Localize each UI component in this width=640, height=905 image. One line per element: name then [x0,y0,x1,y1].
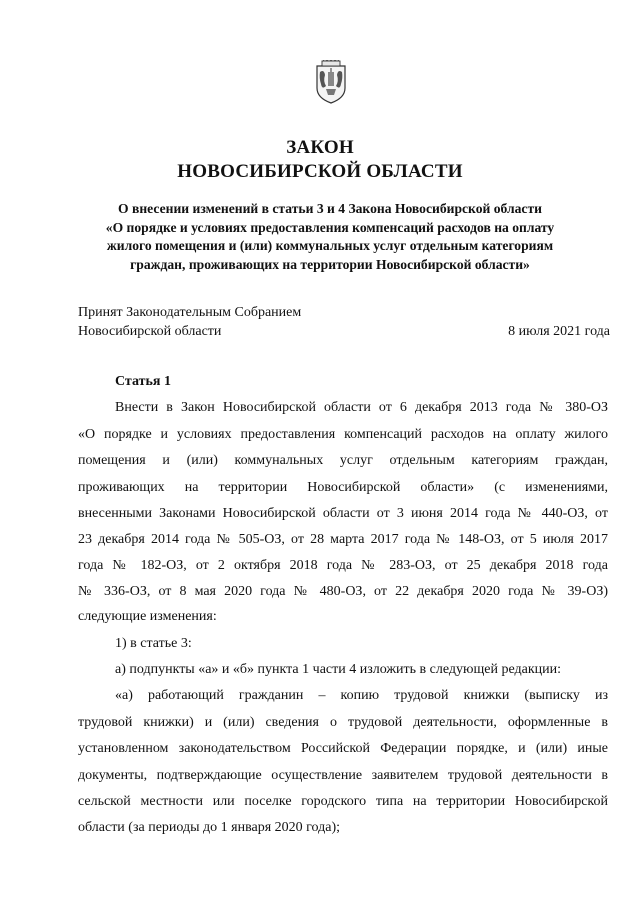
adoption-line: Новосибирской области [78,324,222,339]
quote-line: трудовой книжки) и (или) сведения о трудовой деятельности, оформленные в [78,715,608,730]
paragraph-line: «О порядке и условиях предоставления компенсаций расходов на оплату жилого [78,427,608,442]
quote-line: сельской местности или поселке городского типа на территории Новосибирской [78,794,608,809]
paragraph-line: года № 182-ОЗ, от 2 октября 2018 года № 283-ОЗ, от 25 декабря 2018 года [78,558,608,573]
article-heading: Статья 1 [115,374,171,389]
subtitle-line: «О порядке и условиях предоставления компенсаций расходов на оплату [105,219,555,235]
law-title: ЗАКОН [286,137,354,158]
adoption-body [78,303,301,341]
adoption-line: Принят Законодательным Собранием [78,305,302,320]
subtitle-line: граждан, проживающих на территории Новосибирской области» [130,256,530,272]
quote-line: документы, подтверждающие осуществление заявителем трудовой деятельности в [78,768,608,783]
paragraph-line: № 336-ОЗ, от 8 мая 2020 года № 480-ОЗ, от 22 декабря 2020 года № 39-ОЗ) [78,584,608,599]
quote-line: «а) работающий гражданин – копию трудовой книжки (выписку из [115,688,608,703]
paragraph-line: проживающих на территории Новосибирской области» (с изменениями, [78,480,608,495]
quote-line: установленном законодательством Российской Федерации порядке, и (или) иные [78,741,608,756]
paragraph-line: Внести в Закон Новосибирской области от 6 декабря 2013 года № 380-ОЗ [115,400,608,415]
law-region-title: НОВОСИБИРСКОЙ ОБЛАСТИ [177,161,463,182]
quote-line: области (за периоды до 1 января 2020 года); [78,820,341,835]
list-item-1: 1) в статье 3: [115,636,192,651]
coat-of-arms-icon [314,60,348,104]
adoption-date: 8 июля 2021 года [508,324,610,339]
paragraph-line: помещения и (или) коммунальных услуг отдельным категориям граждан, [78,453,608,468]
law-subtitle [60,200,600,274]
paragraph-line: 23 декабря 2014 года № 505-ОЗ, от 28 марта 2017 года № 148-ОЗ, от 5 июля 2017 [78,532,608,547]
list-item-a: а) подпункты «а» и «б» пункта 1 части 4 изложить в следующей редакции: [115,662,561,677]
paragraph-line: внесенными Законами Новосибирской области от 3 июня 2014 года № 440-ОЗ, от [78,506,608,521]
subtitle-line: жилого помещения и (или) коммунальных услуг отдельным категориям [106,238,554,253]
subtitle-line: О внесении изменений в статьи 3 и 4 Закона Новосибирской области [118,201,542,216]
paragraph-line: следующие изменения: [78,609,217,624]
